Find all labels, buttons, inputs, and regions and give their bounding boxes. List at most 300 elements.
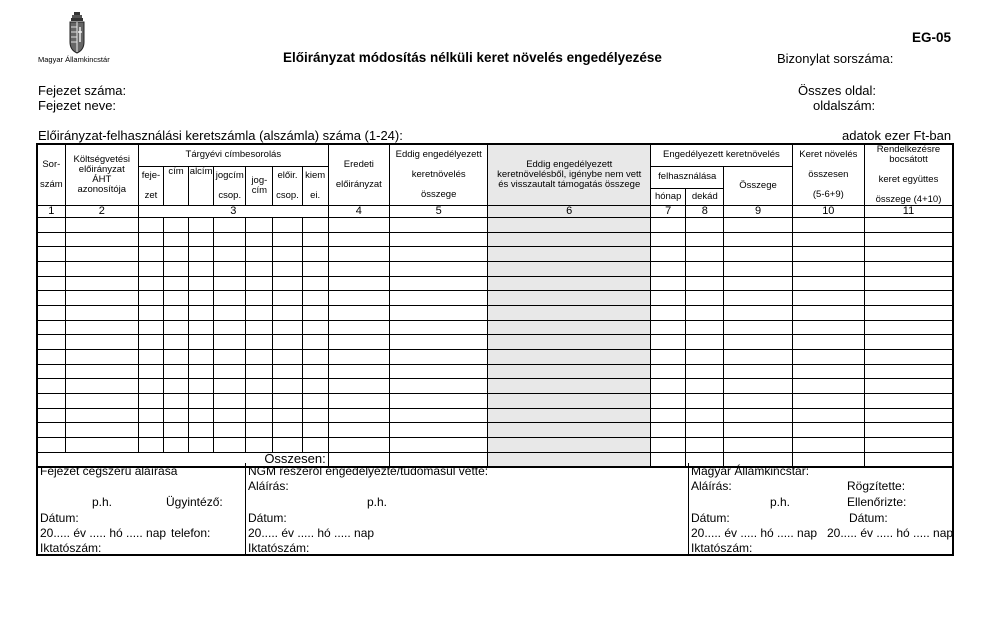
table-cell[interactable]: [724, 232, 792, 247]
table-cell[interactable]: [138, 364, 163, 379]
table-cell[interactable]: [686, 291, 724, 306]
table-cell[interactable]: [65, 438, 138, 453]
table-cell[interactable]: [488, 335, 651, 350]
table-cell[interactable]: [792, 320, 864, 335]
table-cell[interactable]: [164, 262, 189, 277]
table-cell[interactable]: [273, 218, 302, 233]
table-cell[interactable]: [792, 379, 864, 394]
table-cell[interactable]: [792, 262, 864, 277]
table-cell[interactable]: [273, 232, 302, 247]
date-line[interactable]: 20..... év ..... hó ..... nap: [691, 526, 818, 540]
table-cell[interactable]: [686, 232, 724, 247]
table-cell[interactable]: [389, 379, 487, 394]
table-cell[interactable]: [792, 350, 864, 365]
table-cell[interactable]: [164, 408, 189, 423]
header-amount: Összege: [724, 166, 792, 206]
table-cell[interactable]: [37, 364, 65, 379]
table-cell[interactable]: [389, 335, 487, 350]
table-cell[interactable]: [214, 320, 246, 335]
table-cell[interactable]: [724, 247, 792, 262]
table-cell[interactable]: [273, 276, 302, 291]
column-number: 7: [651, 206, 686, 218]
table-row: [37, 247, 953, 262]
date-line[interactable]: 20..... év ..... hó ..... nap: [40, 526, 167, 540]
table-cell[interactable]: [724, 379, 792, 394]
column-number: 6: [488, 206, 651, 218]
table-cell[interactable]: [724, 364, 792, 379]
table-cell[interactable]: [273, 423, 302, 438]
table-cell[interactable]: [792, 291, 864, 306]
table-cell[interactable]: [328, 364, 389, 379]
table-cell[interactable]: [864, 379, 953, 394]
table-cell[interactable]: [138, 379, 163, 394]
table-cell[interactable]: [65, 320, 138, 335]
table-cell[interactable]: [214, 247, 246, 262]
table-cell[interactable]: [328, 394, 389, 409]
table-cell[interactable]: [488, 394, 651, 409]
table-cell[interactable]: [138, 232, 163, 247]
table-cell[interactable]: [724, 394, 792, 409]
table-cell[interactable]: [214, 379, 246, 394]
table-cell[interactable]: [328, 262, 389, 277]
table-cell[interactable]: [302, 438, 328, 453]
table-cell[interactable]: [651, 232, 686, 247]
table-cell[interactable]: [189, 291, 214, 306]
table-cell[interactable]: [389, 364, 487, 379]
table-cell[interactable]: [65, 262, 138, 277]
table-cell[interactable]: [138, 218, 163, 233]
table-cell[interactable]: [65, 232, 138, 247]
table-cell[interactable]: [246, 232, 273, 247]
table-cell[interactable]: [792, 232, 864, 247]
table-cell[interactable]: [651, 335, 686, 350]
table-cell[interactable]: [792, 306, 864, 321]
table-cell[interactable]: [273, 408, 302, 423]
table-cell[interactable]: [686, 218, 724, 233]
table-cell[interactable]: [65, 218, 138, 233]
table-cell[interactable]: [651, 218, 686, 233]
table-cell[interactable]: [488, 438, 651, 453]
table-cell[interactable]: [651, 320, 686, 335]
table-row: [37, 438, 953, 453]
table-cell[interactable]: [686, 335, 724, 350]
table-cell[interactable]: [214, 394, 246, 409]
table-cell[interactable]: [488, 276, 651, 291]
table-cell[interactable]: [214, 335, 246, 350]
table-cell[interactable]: [686, 262, 724, 277]
table-cell[interactable]: [189, 350, 214, 365]
table-cell[interactable]: [189, 218, 214, 233]
table-cell[interactable]: [164, 379, 189, 394]
table-cell[interactable]: [164, 291, 189, 306]
table-cell[interactable]: [37, 247, 65, 262]
table-cell[interactable]: [389, 320, 487, 335]
table-cell[interactable]: [651, 423, 686, 438]
table-cell[interactable]: [389, 408, 487, 423]
table-cell[interactable]: [864, 423, 953, 438]
table-cell[interactable]: [273, 262, 302, 277]
table-cell[interactable]: [37, 335, 65, 350]
table-cell[interactable]: [273, 394, 302, 409]
table-cell[interactable]: [164, 350, 189, 365]
table-cell[interactable]: [37, 262, 65, 277]
table-cell[interactable]: [328, 306, 389, 321]
table-cell[interactable]: [138, 291, 163, 306]
table-cell[interactable]: [65, 335, 138, 350]
table-cell[interactable]: [37, 394, 65, 409]
table-cell[interactable]: [686, 306, 724, 321]
table-cell[interactable]: [389, 394, 487, 409]
page-title: Előirányzat módosítás nélküli keret növelés engedélyezése: [283, 50, 662, 65]
table-cell[interactable]: [864, 350, 953, 365]
table-cell[interactable]: [686, 423, 724, 438]
table-cell[interactable]: [189, 320, 214, 335]
table-cell[interactable]: [328, 320, 389, 335]
table-cell[interactable]: [864, 262, 953, 277]
table-cell[interactable]: [651, 350, 686, 365]
table-row: [37, 408, 953, 423]
table-cell[interactable]: [328, 276, 389, 291]
table-cell[interactable]: [864, 320, 953, 335]
table-cell[interactable]: [651, 291, 686, 306]
table-cell[interactable]: [65, 247, 138, 262]
table-cell[interactable]: [724, 423, 792, 438]
table-cell[interactable]: [488, 291, 651, 306]
table-cell[interactable]: [164, 247, 189, 262]
table-cell[interactable]: [214, 218, 246, 233]
table-cell[interactable]: [214, 350, 246, 365]
table-cell[interactable]: [651, 262, 686, 277]
table-cell[interactable]: [792, 438, 864, 453]
table-cell[interactable]: [724, 306, 792, 321]
table-cell[interactable]: [164, 438, 189, 453]
table-cell[interactable]: [389, 276, 487, 291]
table-cell[interactable]: [302, 335, 328, 350]
table-row: [37, 379, 953, 394]
table-cell[interactable]: [864, 306, 953, 321]
table-cell[interactable]: [164, 394, 189, 409]
table-cell[interactable]: [138, 262, 163, 277]
table-cell[interactable]: [864, 276, 953, 291]
table-cell[interactable]: [246, 423, 273, 438]
table-cell[interactable]: [214, 408, 246, 423]
table-cell[interactable]: [651, 379, 686, 394]
table-cell[interactable]: [138, 320, 163, 335]
table-cell[interactable]: [792, 364, 864, 379]
table-row: [37, 276, 953, 291]
table-row: [37, 394, 953, 409]
voucher-number-label: Bizonylat sorszáma:: [777, 51, 894, 66]
table-cell[interactable]: [389, 423, 487, 438]
column-number: 10: [792, 206, 864, 218]
table-cell[interactable]: [864, 232, 953, 247]
table-cell[interactable]: [724, 335, 792, 350]
table-cell[interactable]: [164, 218, 189, 233]
table-cell[interactable]: [792, 218, 864, 233]
table-cell[interactable]: [389, 247, 487, 262]
date-line[interactable]: 20..... év ..... hó ..... nap: [827, 526, 954, 540]
table-cell[interactable]: [37, 438, 65, 453]
column-number: 3: [138, 206, 328, 218]
table-cell[interactable]: [724, 276, 792, 291]
table-cell[interactable]: [488, 379, 651, 394]
table-cell[interactable]: [214, 306, 246, 321]
table-cell[interactable]: [686, 408, 724, 423]
table-cell[interactable]: [389, 218, 487, 233]
table-cell[interactable]: [246, 247, 273, 262]
table-cell[interactable]: [389, 306, 487, 321]
table-cell[interactable]: [302, 423, 328, 438]
table-cell[interactable]: [273, 306, 302, 321]
table-cell[interactable]: [246, 218, 273, 233]
table-cell[interactable]: [389, 232, 487, 247]
table-cell[interactable]: [328, 232, 389, 247]
table-cell[interactable]: [302, 379, 328, 394]
table-cell[interactable]: [214, 276, 246, 291]
table-cell[interactable]: [138, 350, 163, 365]
table-cell[interactable]: [792, 394, 864, 409]
table-cell[interactable]: [189, 408, 214, 423]
table-cell[interactable]: [651, 276, 686, 291]
table-cell[interactable]: [273, 379, 302, 394]
table-cell[interactable]: [273, 438, 302, 453]
table-cell[interactable]: [724, 408, 792, 423]
table-cell[interactable]: [273, 364, 302, 379]
table-cell[interactable]: [37, 232, 65, 247]
table-cell[interactable]: [389, 291, 487, 306]
table-cell[interactable]: [65, 394, 138, 409]
table-cell[interactable]: [37, 276, 65, 291]
table-cell[interactable]: [138, 394, 163, 409]
table-cell[interactable]: [246, 320, 273, 335]
table-cell[interactable]: [302, 276, 328, 291]
column-number: 1: [37, 206, 65, 218]
table-cell[interactable]: [864, 394, 953, 409]
header-aht-id: Költségvetési előirányzat ÁHT azonosítója: [65, 144, 138, 206]
table-cell[interactable]: [37, 306, 65, 321]
table-cell[interactable]: [246, 394, 273, 409]
table-cell[interactable]: [488, 408, 651, 423]
table-cell[interactable]: [164, 335, 189, 350]
table-cell[interactable]: [302, 408, 328, 423]
table-cell[interactable]: [302, 262, 328, 277]
table-cell[interactable]: [864, 247, 953, 262]
table-cell[interactable]: [686, 379, 724, 394]
table-cell[interactable]: [164, 320, 189, 335]
date-label: Dátum:: [849, 511, 888, 525]
table-cell[interactable]: [864, 218, 953, 233]
table-cell[interactable]: [302, 306, 328, 321]
table-cell[interactable]: [37, 379, 65, 394]
table-cell[interactable]: [246, 291, 273, 306]
table-cell[interactable]: [792, 408, 864, 423]
table-cell[interactable]: [302, 320, 328, 335]
table-cell[interactable]: [302, 394, 328, 409]
table-cell[interactable]: [273, 320, 302, 335]
table-cell[interactable]: [273, 335, 302, 350]
table-cell[interactable]: [864, 438, 953, 453]
table-cell[interactable]: [651, 408, 686, 423]
table-cell[interactable]: [37, 350, 65, 365]
table-cell[interactable]: [792, 247, 864, 262]
table-cell[interactable]: [189, 276, 214, 291]
table-cell[interactable]: [246, 276, 273, 291]
header-original-appropriation: Eredeti előirányzat: [328, 144, 389, 206]
table-cell[interactable]: [686, 276, 724, 291]
table-cell[interactable]: [792, 335, 864, 350]
table-cell[interactable]: [488, 218, 651, 233]
table-cell[interactable]: [273, 350, 302, 365]
table-cell[interactable]: [214, 364, 246, 379]
table-cell[interactable]: [138, 423, 163, 438]
table-cell[interactable]: [189, 438, 214, 453]
table-cell[interactable]: [302, 247, 328, 262]
table-cell[interactable]: [189, 423, 214, 438]
table-cell[interactable]: [389, 350, 487, 365]
table-cell[interactable]: [724, 320, 792, 335]
table-cell[interactable]: [246, 408, 273, 423]
date-label: Dátum:: [40, 511, 79, 525]
table-cell[interactable]: [37, 218, 65, 233]
table-cell[interactable]: [651, 247, 686, 262]
table-cell[interactable]: [488, 364, 651, 379]
table-cell[interactable]: [328, 408, 389, 423]
table-cell[interactable]: [138, 335, 163, 350]
table-cell[interactable]: [686, 350, 724, 365]
registry-number-label: Iktatószám:: [40, 541, 102, 555]
table-cell[interactable]: [214, 291, 246, 306]
table-cell[interactable]: [302, 350, 328, 365]
table-cell[interactable]: [328, 423, 389, 438]
table-cell[interactable]: [488, 320, 651, 335]
table-cell[interactable]: [651, 364, 686, 379]
table-cell[interactable]: [65, 276, 138, 291]
table-cell[interactable]: [328, 218, 389, 233]
table-cell[interactable]: [792, 276, 864, 291]
table-cell[interactable]: [328, 379, 389, 394]
table-cell[interactable]: [189, 247, 214, 262]
table-cell[interactable]: [246, 350, 273, 365]
table-cell[interactable]: [724, 438, 792, 453]
table-cell[interactable]: [302, 218, 328, 233]
table-cell[interactable]: [65, 408, 138, 423]
table-cell[interactable]: [864, 364, 953, 379]
table-cell[interactable]: [189, 394, 214, 409]
table-cell[interactable]: [214, 262, 246, 277]
table-cell[interactable]: [864, 408, 953, 423]
table-cell[interactable]: [686, 394, 724, 409]
table-cell[interactable]: [864, 291, 953, 306]
table-cell[interactable]: [686, 247, 724, 262]
table-cell[interactable]: [164, 364, 189, 379]
table-cell[interactable]: [214, 232, 246, 247]
table-cell[interactable]: [246, 379, 273, 394]
table-cell[interactable]: [65, 306, 138, 321]
table-cell[interactable]: [37, 423, 65, 438]
table-cell[interactable]: [328, 438, 389, 453]
table-cell[interactable]: [686, 364, 724, 379]
table-cell[interactable]: [214, 423, 246, 438]
table-cell[interactable]: [328, 335, 389, 350]
table-cell[interactable]: [724, 218, 792, 233]
table-cell[interactable]: [651, 306, 686, 321]
table-cell[interactable]: [328, 350, 389, 365]
table-cell[interactable]: [724, 291, 792, 306]
table-cell[interactable]: [686, 438, 724, 453]
table-cell[interactable]: [65, 364, 138, 379]
table-cell[interactable]: [328, 291, 389, 306]
date-line[interactable]: 20..... év ..... hó ..... nap: [248, 526, 375, 540]
table-cell[interactable]: [37, 291, 65, 306]
table-cell[interactable]: [37, 320, 65, 335]
table-cell[interactable]: [488, 247, 651, 262]
table-cell[interactable]: [488, 262, 651, 277]
header-total-increase: Keret növelés összesen (5-6+9): [792, 144, 864, 206]
total-pages-label: Összes oldal:: [798, 83, 877, 98]
table-cell[interactable]: [273, 247, 302, 262]
table-cell[interactable]: [164, 276, 189, 291]
table-cell[interactable]: [138, 306, 163, 321]
table-cell[interactable]: [189, 364, 214, 379]
table-cell[interactable]: [37, 408, 65, 423]
stamp-placeholder: p.h.: [92, 495, 113, 509]
table-cell[interactable]: [488, 232, 651, 247]
table-cell[interactable]: [246, 306, 273, 321]
table-cell[interactable]: [65, 291, 138, 306]
table-cell[interactable]: [189, 379, 214, 394]
table-cell[interactable]: [246, 262, 273, 277]
table-cell[interactable]: [189, 306, 214, 321]
column-number: 2: [65, 206, 138, 218]
table-cell[interactable]: [302, 364, 328, 379]
table-cell[interactable]: [65, 423, 138, 438]
table-cell[interactable]: [138, 247, 163, 262]
table-cell[interactable]: [651, 438, 686, 453]
table-cell[interactable]: [273, 291, 302, 306]
table-cell[interactable]: [724, 262, 792, 277]
table-cell[interactable]: [164, 423, 189, 438]
table-cell[interactable]: [138, 276, 163, 291]
table-cell[interactable]: [189, 232, 214, 247]
table-cell[interactable]: [328, 247, 389, 262]
table-cell[interactable]: [214, 438, 246, 453]
table-cell[interactable]: [651, 394, 686, 409]
table-cell[interactable]: [302, 232, 328, 247]
table-cell[interactable]: [138, 408, 163, 423]
table-cell[interactable]: [164, 232, 189, 247]
table-cell[interactable]: [792, 423, 864, 438]
table-cell[interactable]: [389, 438, 487, 453]
table-cell[interactable]: [246, 335, 273, 350]
table-cell[interactable]: [65, 379, 138, 394]
table-cell[interactable]: [246, 364, 273, 379]
table-cell[interactable]: [488, 423, 651, 438]
table-cell[interactable]: [389, 262, 487, 277]
table-cell[interactable]: [488, 350, 651, 365]
table-cell[interactable]: [164, 306, 189, 321]
table-cell[interactable]: [302, 291, 328, 306]
table-cell[interactable]: [864, 335, 953, 350]
header-approved-increase: Eddig engedélyezett keretnövelés összege: [389, 144, 487, 206]
table-cell[interactable]: [138, 438, 163, 453]
table-cell[interactable]: [189, 335, 214, 350]
table-cell[interactable]: [488, 306, 651, 321]
table-cell[interactable]: [724, 350, 792, 365]
table-cell[interactable]: [686, 320, 724, 335]
table-cell[interactable]: [189, 262, 214, 277]
table-cell[interactable]: [65, 350, 138, 365]
table-cell[interactable]: [246, 438, 273, 453]
